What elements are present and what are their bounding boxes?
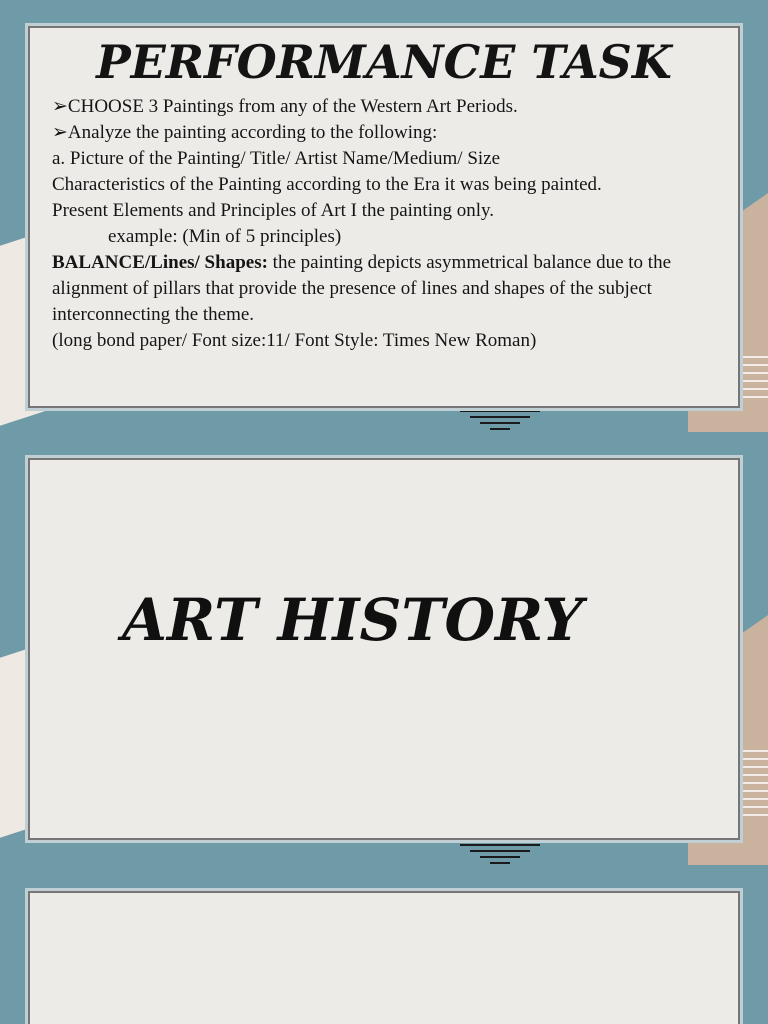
text-line: BALANCE/Lines/ Shapes: the painting depicts asymmetrical balance due to the alignment of pillars that provide the presence of lines and shapes of the subject interconnecting the theme. bbox=[52, 252, 672, 325]
stripe-decoration bbox=[460, 410, 540, 432]
slide-title: PERFORMANCE TASK bbox=[96, 35, 672, 89]
text-line: (long bond paper/ Font size:11/ Font Style: Times New Roman) bbox=[52, 330, 537, 351]
text-line: Present Elements and Principles of Art I the painting only. bbox=[52, 200, 495, 221]
bullet-line: ➢Analyze the painting according to the following: bbox=[52, 122, 438, 143]
slide-content-card bbox=[28, 458, 740, 840]
text-line: example: (Min of 5 principles) bbox=[108, 226, 342, 247]
stripe-decoration bbox=[460, 844, 540, 865]
slide-1[interactable] bbox=[0, 0, 768, 432]
bullet-line: ➢CHOOSE 3 Paintings from any of the Western Art Periods. bbox=[52, 96, 518, 117]
slide-content-card bbox=[28, 891, 740, 1024]
slide-3[interactable] bbox=[0, 865, 768, 1024]
text-line: a. Picture of the Painting/ Title/ Artist Name/Medium/ Size bbox=[52, 148, 501, 169]
bold-lead: BALANCE/Lines/ Shapes: bbox=[52, 252, 268, 273]
slide-title: ART HISTORY bbox=[122, 586, 583, 654]
slide-body bbox=[30, 94, 738, 354]
slide-content-card bbox=[28, 26, 740, 408]
slide-2[interactable] bbox=[0, 432, 768, 865]
text-line: Characteristics of the Painting according to the Era it was being painted. bbox=[52, 174, 602, 195]
